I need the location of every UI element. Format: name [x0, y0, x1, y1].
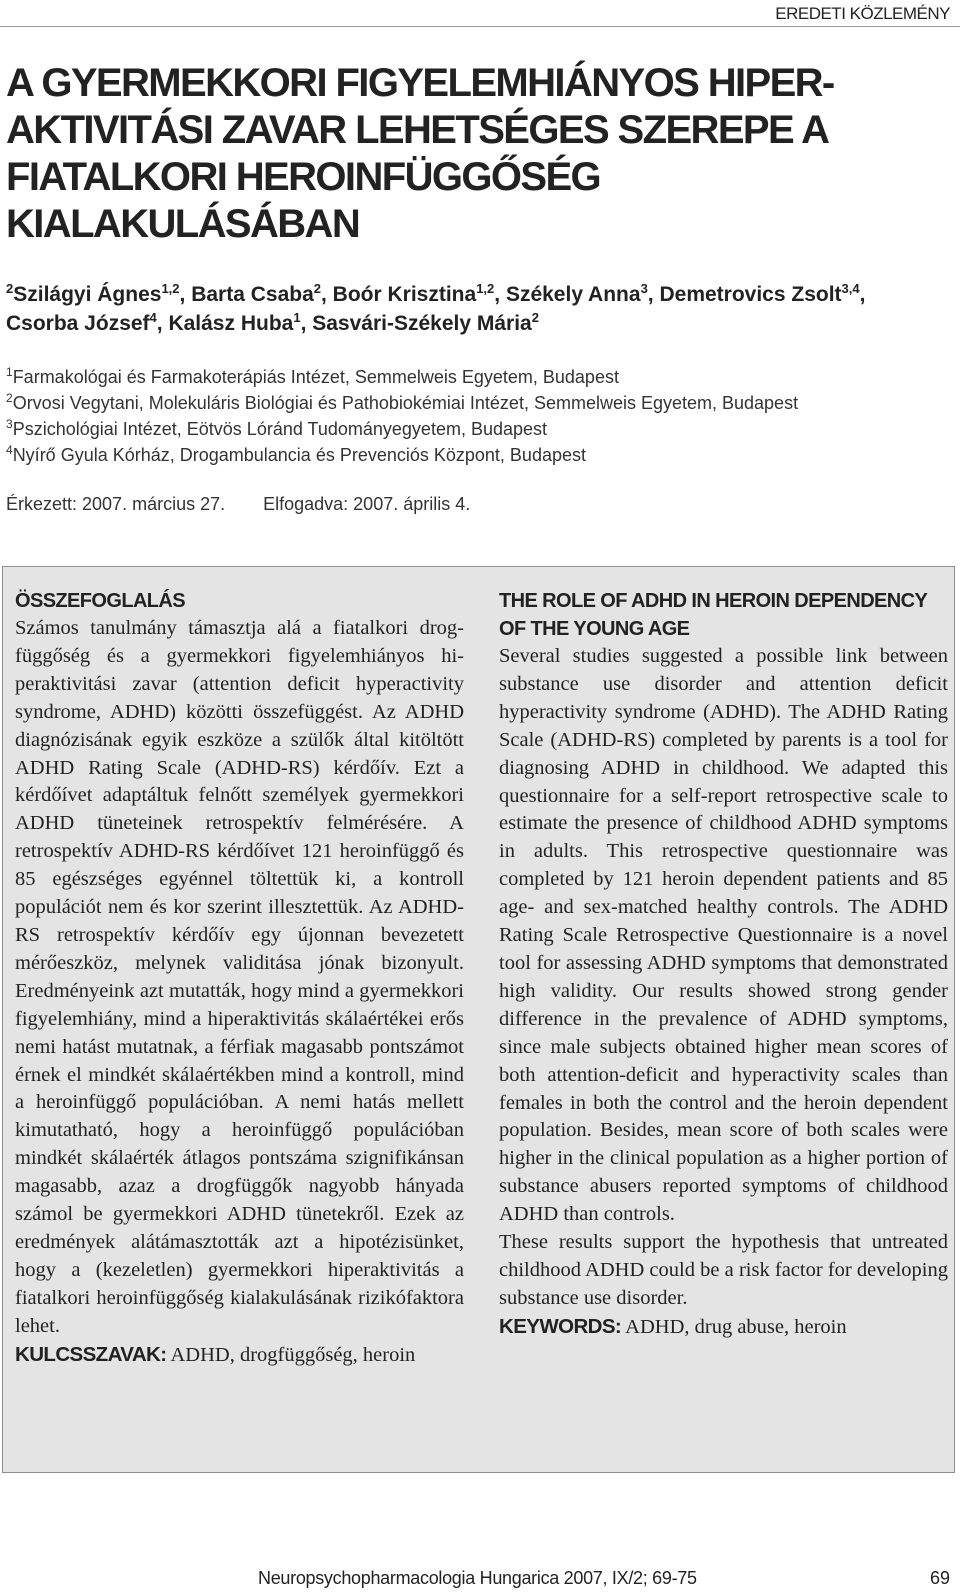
- affiliation-number: 1: [6, 365, 13, 379]
- abstract-text-hu: Számos tanulmány támasztja alá a fiatalkori drogfüggőség és a gyermekkori figyelemhiányos hiperaktivitási zavar (attention deficit hyperactivity syndrome, ADHD) közötti összefüggést. Az ADHD diagnózisának egyik eszköze a szülők által kitöltött ADHD Rating Scale (ADHD-RS) kérdőív. Ezt a kérdőívet adaptáltuk felnőtt személyek gyermekkori ADHD tüneteinek retrospektív felmérésére. A retrospektív ADHD-RS kérdőívet 121 heroinfüggő és 85 egészséges egyénnel töltettük ki, a kontroll populációt nem és kor szerint illesztettük. Az ADHD-RS retrospektív kérdőív egy újonnan bevezetett mérőeszköz, melynek validitása jónak bizonyult. Eredményeink azt mutatták, hogy mind a gyermekkori figyelemhiány, mind a hiperaktivitás skálaértékei erős nemi hatást mutatnak, a férfiak magasabb pontszámot érnek el mindkét skálaértékben mind a kontroll, mind a heroinfüggő populációban. A nemi hatás mellett kimutatható, hogy a heroinfüggő populációban mindkét skálaérték átlagos pontszáma szignifikánsan magasabb, azaz a drogfüggők nagyobb hányada számol be gyermekkori ADHD tünetekről. Ezek az eredmények alátámasztották azt a hipotézisünket, hogy a (kezeletlen) gyermekkori hiperaktivitás a fiatalkori heroinfüggőség kialakulásának rizikófaktora lehet.: [15, 617, 464, 1337]
- author-affiliation-sup: 2: [531, 310, 539, 325]
- affiliation-item: [6, 390, 956, 416]
- author-affiliation-sup: 1,2: [476, 281, 495, 296]
- author-name: Csorba József: [6, 312, 150, 335]
- author-affiliation-sup: 1: [293, 310, 301, 325]
- header-rule: [0, 26, 960, 27]
- submission-dates: [6, 494, 470, 515]
- author-name: Kalász Huba: [168, 312, 294, 335]
- affiliation-item: [6, 416, 956, 442]
- affiliation-number: 4: [6, 443, 13, 457]
- author-name: Demetrovics Zsolt: [659, 283, 842, 306]
- page-number: 69: [929, 1568, 950, 1588]
- author-affiliation-sup: 1,2: [161, 281, 180, 296]
- keywords-label-en: KEYWORDS:: [499, 1314, 622, 1338]
- abstract-conclusion-en: These results support the hypothesis that untreated childhood ADHD could be a risk factor for developing substance use disorder.: [499, 1231, 948, 1309]
- affiliation-text: Pszichológiai Intézet, Eötvös Lóránd Tudományegyetem, Budapest: [12, 419, 548, 439]
- affiliation-text: Farmakológai és Farmakoterápiás Intézet, Semmelweis Egyetem, Budapest: [12, 367, 619, 387]
- author-affiliation-sup: 4: [149, 310, 157, 325]
- affiliation-number: 3: [6, 417, 13, 431]
- section-label: EREDETI KÖZLEMÉNY: [775, 4, 950, 23]
- keywords-value-hu: ADHD, drogfüggőség, heroin: [170, 1343, 416, 1366]
- affiliation-item: [6, 364, 956, 390]
- abstract-box: [2, 566, 955, 1473]
- author-name: Szilágyi Ágnes: [13, 283, 162, 306]
- author-name: Boór Krisztina: [332, 283, 477, 306]
- keywords-label-hu: KULCSSZAVAK:: [15, 1342, 167, 1366]
- author-affiliation-sup: 3,4: [841, 281, 860, 296]
- author-affiliation-sup: 2: [313, 281, 321, 296]
- author-list: $^2$Szilágyi Ágnes$^{1,2}$, Barta Csaba$^2$, Boór Krisztina$^{1,2}$, Székely Anna$^3$, Demetrovics Zsolt$^{3,4}$, Csorba József$^4$, Kalász Huba$^1$, Sasvári-Székely Mária$^2$: [6, 281, 866, 335]
- affiliation-text: Nyírő Gyula Kórház, Drogambulancia és Prevenciós Központ, Budapest: [12, 445, 586, 465]
- keywords-value-en: ADHD, drug abuse, heroin: [625, 1315, 847, 1338]
- affiliation-text: Orvosi Vegytani, Molekuláris Biológiai és Pathobiokémiai Intézet, Semmelweis Egyetem, Budapest: [12, 393, 799, 413]
- abstract-heading-en: THE ROLE OF ADHD IN HEROIN DEPENDENCY OF THE YOUNG AGE: [499, 590, 927, 640]
- abstract-heading-hu: ÖSSZEFOGLALÁS: [15, 590, 185, 612]
- journal-citation: Neuropsychopharmacologia Hungarica 2007, IX/2; 69-75: [258, 1568, 697, 1588]
- abstract-english: [499, 587, 948, 1342]
- article-title: A GYERMEKKORI FIGYELEMHIÁNYOS HIPER-AKTIVITÁSI ZAVAR LEHETSÉGES SZEREPE A FIATALKORI HEROINFÜGGŐSÉG KIALAKULÁSÁBAN: [6, 61, 834, 246]
- author-affiliation-sup: 3: [640, 281, 648, 296]
- keywords-en: [499, 1313, 948, 1342]
- affiliation-number: 2: [6, 391, 13, 405]
- affiliation-list: [6, 364, 956, 468]
- author-sup-before: 2: [6, 281, 14, 296]
- accepted-date: Elfogadva: 2007. április 4.: [263, 494, 471, 514]
- author-name: Székely Anna: [505, 283, 641, 306]
- abstract-text-en: Several studies suggested a possible link between substance use disorder and attention deficit hyperactivity syndrome (ADHD). The ADHD Rating Scale (ADHD-RS) completed by parents is a tool for diagnosing ADHD in childhood. We adapted this questionnaire for a self-report retrospective scale to estimate the presence of childhood ADHD symptoms in adults. This retrospective questionnaire was completed by 121 heroin dependent patients and 85 age- and sex-matched healthy controls. The ADHD Rating Scale Retrospective Questionnaire is a novel tool for assessing ADHD symptoms that demonstrated high validity. Our results showed strong gender difference in the prevalence of ADHD symptoms, since male subjects obtained higher mean scores of both attention-deficit and hyperactivity scales than females in both the control and the heroin dependent population. Besides, mean score of both scales were higher in the clinical population as a higher portion of substance abusers reported symptoms of childhood ADHD than controls.: [499, 645, 948, 1226]
- abstract-hungarian: [15, 587, 464, 1369]
- affiliation-item: [6, 442, 956, 468]
- author-name: Sasvári-Székely Mária: [312, 312, 532, 335]
- keywords-hu: [15, 1341, 464, 1370]
- author-name: Barta Csaba: [191, 283, 314, 306]
- received-date: Érkezett: 2007. március 27.: [6, 494, 226, 514]
